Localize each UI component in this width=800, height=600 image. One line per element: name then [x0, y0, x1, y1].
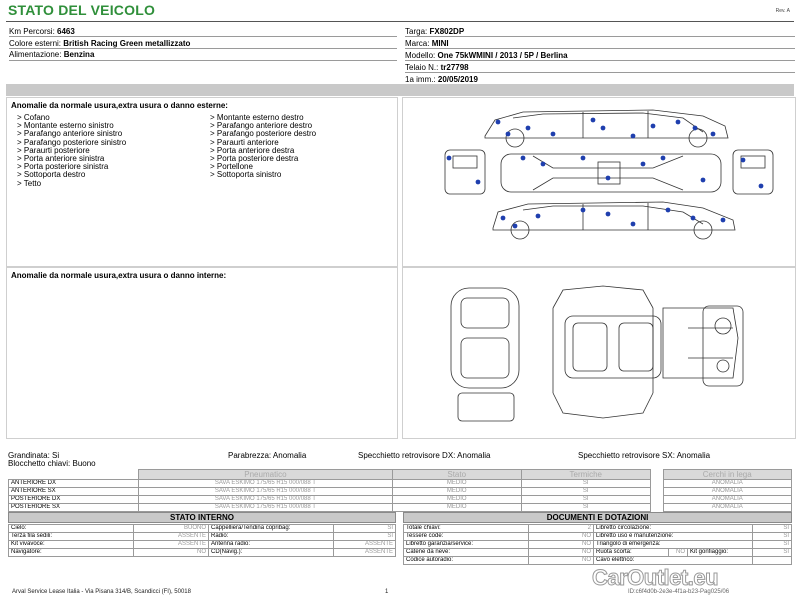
- tyres-table: [8, 469, 792, 512]
- damage-marker: [711, 132, 716, 137]
- vehicle-info-left: [9, 27, 389, 60]
- specchietto-dx-label: Specchietto retrovisore DX: Anomalia: [358, 451, 491, 460]
- exterior-damage-panel: [6, 97, 398, 267]
- damage-item: > Paraurti anteriore: [210, 137, 279, 147]
- exterior-damage-list-1: [17, 114, 207, 188]
- header-cerchi: Cerchi in lega: [663, 470, 792, 480]
- footer-page: 1: [385, 589, 389, 595]
- table-row: Catene da neve: NO Ruota scorta: NO Kit gonfiaggio: SI: [404, 549, 792, 557]
- documenti-table: [403, 524, 792, 565]
- damage-item: > Porta posteriore destra: [210, 154, 299, 164]
- damage-marker: [501, 216, 506, 221]
- documenti-heading: DOCUMENTI E DOTAZIONI: [403, 512, 792, 523]
- damage-item: > Montante esterno sinistro: [17, 121, 114, 131]
- documenti-section: [403, 512, 792, 565]
- damage-item: > Parafango anteriore sinistro: [17, 129, 123, 139]
- table-row: Tessere code: NO Libretto uso e manutenzione: SI: [404, 533, 792, 541]
- header-termiche: Termiche: [521, 470, 650, 480]
- damage-item: > Porta posteriore sinistra: [17, 162, 109, 172]
- page-title: STATO DEL VEICOLO: [8, 2, 156, 18]
- damage-marker: [676, 120, 681, 125]
- exterior-car-diagram: [402, 97, 796, 267]
- damage-item: > Sottoporta sinistro: [210, 170, 282, 180]
- damage-item: > Parafango posteriore destro: [210, 129, 317, 139]
- damage-marker: [741, 158, 746, 163]
- damage-marker: [606, 176, 611, 181]
- damage-marker: [476, 180, 481, 185]
- damage-marker: [661, 156, 666, 161]
- table-row: Terza fila sedili: ASSENTE Radio: SI: [9, 533, 396, 541]
- damage-marker: [721, 218, 726, 223]
- damage-marker: [631, 134, 636, 139]
- damage-marker: [651, 124, 656, 129]
- damage-marker: [631, 222, 636, 227]
- damage-marker: [666, 208, 671, 213]
- immatricolazione-row: 1a imm.: 20/05/2019: [405, 75, 478, 84]
- table-row: POSTERIORE SX SAVA ESKIMO 175/65 R15 000/088 T MEDIO SI ANOMALIA: [9, 504, 792, 512]
- damage-marker: [641, 162, 646, 167]
- table-row: Libretto garanzia/service: NO Triangolo di emergenza: SI: [404, 541, 792, 549]
- damage-marker: [691, 216, 696, 221]
- km-row: Km Percorsi: 6463: [9, 27, 75, 36]
- damage-item: > Porta anteriore sinistra: [17, 154, 105, 164]
- stato-interno-heading: STATO INTERNO: [8, 512, 396, 523]
- damage-marker: [581, 208, 586, 213]
- section-separator: [6, 84, 794, 96]
- title-divider: [6, 21, 794, 22]
- damage-marker: [551, 132, 556, 137]
- table-row: Navigatore: NO CD(Navig.): ASSENTE: [9, 549, 396, 557]
- damage-item: > Portellone: [210, 162, 253, 172]
- targa-row: Targa: FX802DP: [405, 27, 465, 36]
- damage-item: > Parafango anteriore destro: [210, 121, 313, 131]
- damage-markers: [447, 118, 764, 229]
- table-row: ANTERIORE SX SAVA ESKIMO 175/65 R15 000/088 T MEDIO SI ANOMALIA: [9, 488, 792, 496]
- table-row: Kit vivavoce: ASSENTE Antenna radio: ASSENTE: [9, 541, 396, 549]
- footer-code: ID:c6f4d0b-2e3e-4f1a-b23-Pag025/06: [628, 589, 730, 595]
- damage-marker: [601, 126, 606, 131]
- caroutlet-logo: CarOutlet.eu: [592, 565, 719, 590]
- vehicle-info-right: [405, 27, 795, 85]
- table-row: Codice autoradio: NO Cavo elettrico:: [404, 557, 792, 565]
- damage-marker: [513, 224, 518, 229]
- modello-row: Modello: One 75kWMINI / 2013 / 5P / Berlina: [405, 51, 568, 60]
- header-pneumatico: Pneumatico: [138, 470, 392, 480]
- exterior-damage-heading: Anomalie da normale usura,extra usura o danno esterne:: [11, 101, 228, 110]
- damage-marker: [606, 212, 611, 217]
- car-interior-drawing: [403, 268, 795, 438]
- damage-item: > Cofano: [17, 113, 50, 122]
- interior-damage-heading: Anomalie da normale usura,extra usura o danno interne:: [11, 271, 227, 280]
- damage-item: > Porta anteriore destra: [210, 145, 295, 155]
- parabrezza-label: Parabrezza: Anomalia: [228, 451, 307, 460]
- tyres-header-row: [9, 470, 792, 480]
- table-row: Totale chiavi: 2 Libretto circolazione: SI: [404, 525, 792, 533]
- damage-marker: [591, 118, 596, 123]
- damage-item: > Sottoporta destro: [17, 170, 86, 180]
- telaio-row: Telaio N.: tr27798: [405, 63, 469, 72]
- damage-marker: [541, 162, 546, 167]
- car-exterior-drawing: [403, 98, 795, 266]
- colore-row: Colore esterni: British Racing Green metallizzato: [9, 39, 191, 48]
- damage-marker: [693, 126, 698, 131]
- table-row: Cielo: BUONO Cappelliera/Tendina copribag: SI: [9, 525, 396, 533]
- damage-marker: [701, 178, 706, 183]
- damage-marker: [759, 184, 764, 189]
- damage-marker: [496, 120, 501, 125]
- specchietto-sx-label: Specchietto retrovisore SX: Anomalia: [578, 451, 711, 460]
- header-stato: Stato: [392, 470, 521, 480]
- damage-marker: [581, 156, 586, 161]
- damage-marker: [536, 214, 541, 219]
- interior-damage-panel: [6, 267, 398, 439]
- alimentazione-row: Alimentazione: Benzina: [9, 50, 95, 59]
- damage-item: > Tetto: [17, 178, 42, 188]
- blocchetto-label: Blocchetto chiavi: Buono: [8, 459, 96, 468]
- damage-item: > Parafango posteriore sinistro: [17, 137, 127, 147]
- footer-address: Arval Service Lease Italia - Via Pisana 314/B, Scandicci (FI), 50018: [12, 589, 191, 595]
- table-row: POSTERIORE DX SAVA ESKIMO 175/65 R15 000/088 T MEDIO SI ANOMALIA: [9, 496, 792, 504]
- exterior-damage-list-2: [210, 114, 395, 180]
- grandinata-label: Grandinata: Si: [8, 451, 60, 460]
- damage-marker: [447, 156, 452, 161]
- damage-item: > Paraurti posteriore: [17, 145, 90, 155]
- damage-marker: [521, 156, 526, 161]
- marca-row: Marca: MINI: [405, 39, 449, 48]
- interior-car-diagram: [402, 267, 796, 439]
- table-row: ANTERIORE DX SAVA ESKIMO 175/65 R15 000/088 T MEDIO SI ANOMALIA: [9, 480, 792, 488]
- stato-interno-table: [8, 524, 396, 557]
- revision-label: Rev. A: [775, 8, 790, 14]
- stato-interno-section: [8, 512, 396, 557]
- damage-marker: [506, 132, 511, 137]
- damage-marker: [526, 126, 531, 131]
- damage-item: > Montante esterno destro: [210, 113, 304, 122]
